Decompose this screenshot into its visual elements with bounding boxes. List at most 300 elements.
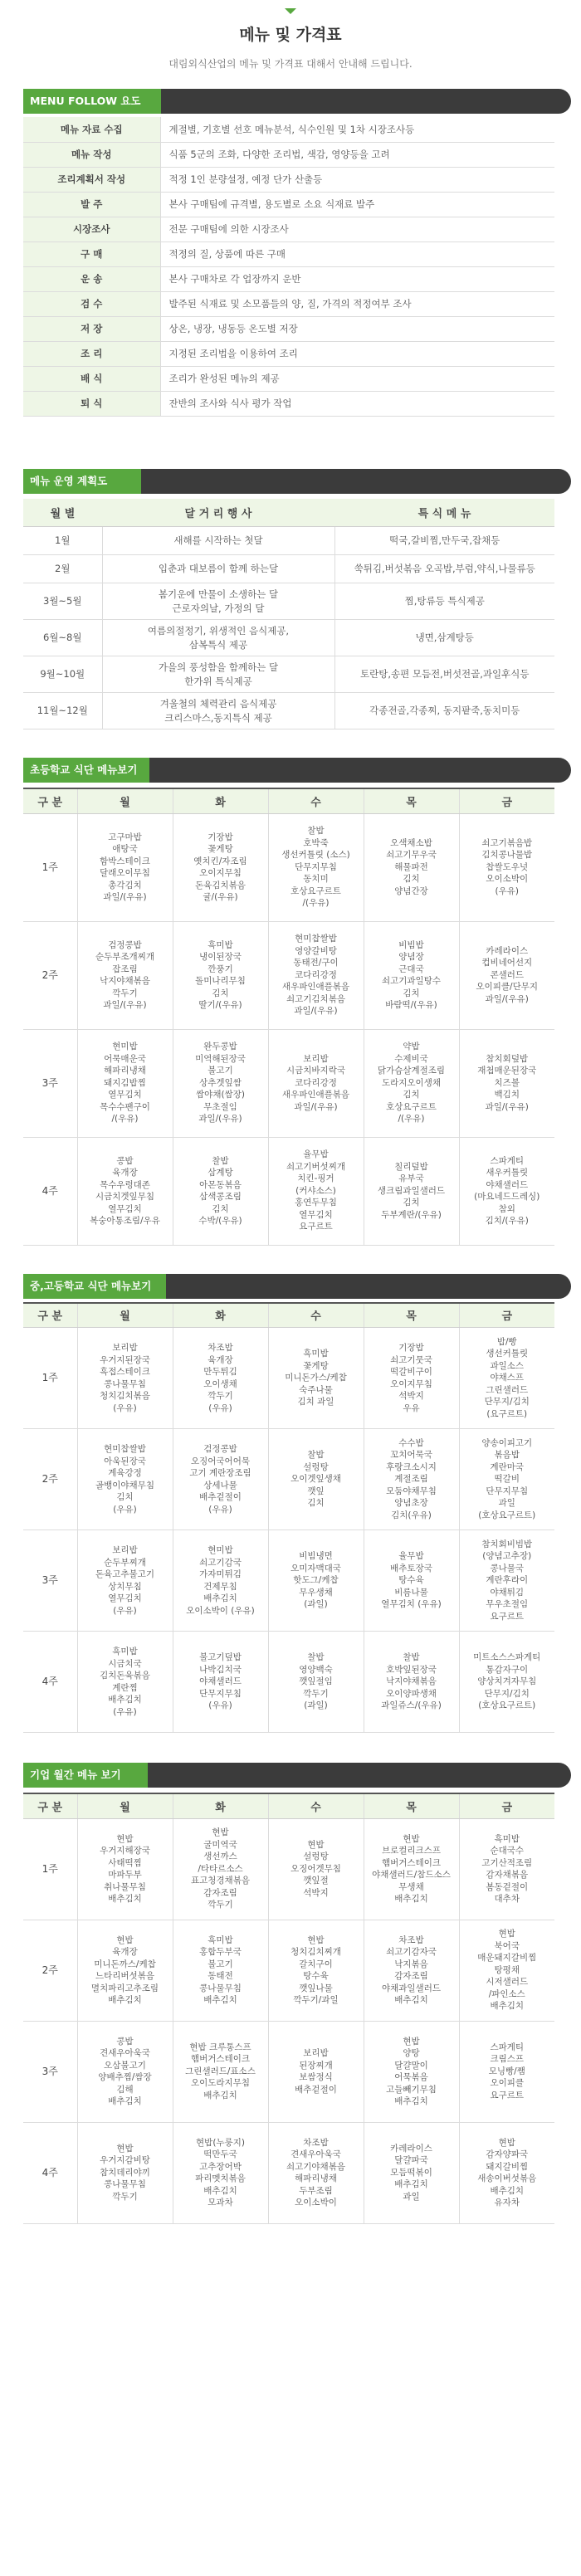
menu-item: 석박지 [398,1391,424,1401]
menu-item: 생크림과일샐러드 [377,1185,446,1196]
menu-item: 배추김치 [394,2179,428,2190]
menu-item: 낙지볶음 [394,1959,428,1969]
menu-cell [77,1137,173,1245]
plan-special: 찜,탕류등 특식제공 [334,583,554,620]
menu-item: 쇠고기감국 [199,1557,242,1568]
menu-item: 견새우아욱국 [100,2048,150,2058]
week-row [23,813,554,921]
plan-special: 떡국,갈비찜,만두국,잡채등 [334,527,554,555]
row-key: 배 식 [23,366,160,391]
menu-item: 총각김치 [108,880,142,890]
menu-item: 모듬떡볶이 [390,2167,432,2178]
section-bar-corporate [23,1763,571,1788]
menu-item: 사태떡찜 [108,1857,142,1868]
plan-month: 1월 [23,527,102,555]
week-label: 4주 [23,1137,77,1245]
menu-item: 옛치킨/자조림 [193,856,247,866]
menu-item: 배추김치 [394,1995,428,2005]
column-header: 금 [459,788,554,813]
menu-item: 깍두기 [112,988,138,998]
menu-item: 계란후라이 [486,1575,529,1586]
menu-item: 오이소박이 (우유) [186,1605,255,1616]
menu-cell [459,2021,554,2122]
menu-item: 배추김치 [108,1894,142,1904]
menu-item: 율무밥 [398,1551,424,1562]
menu-item: 오이도라지무침 [190,2078,250,2089]
menu-item: 상세나물 [203,1480,237,1490]
menu-item: 함박스테이크 [100,856,150,866]
menu-item: 단무지/김치 [484,1688,530,1699]
menu-item: 배추김치 [490,2185,525,2196]
plan-event-line: 새해를 시작하는 첫달 [173,534,263,546]
section-title: MENU FOLLOW 요도 [23,89,161,114]
menu-item: 단무지/김치 [484,1397,530,1408]
row-key: 메뉴 자료 수집 [23,117,160,142]
menu-item: 배추김치 [108,2096,142,2106]
menu-item: 설렁탕 [303,1461,329,1472]
menu-item: 불고기 [208,1066,233,1076]
menu-cell [459,1530,554,1632]
menu-cell [268,1632,364,1733]
menu-item: 떡갈비구이 [390,1367,432,1377]
menu-item: 찰밥 [403,1652,420,1663]
menu-follow-row [23,291,554,316]
menu-item: 과일/(우유) [103,892,147,902]
menu-item: 야채샐러드/참드소스 [372,1870,451,1880]
column-header: 수 [268,1793,364,1818]
menu-item: 흑미밥 [303,1349,329,1359]
menu-item: 근대국 [398,964,424,974]
menu-item: 콩나물무침 [104,1378,146,1389]
menu-item: 불고기덮밥 [199,1652,242,1663]
menu-item: 건제무침 [203,1581,237,1592]
menu-item: 영양백숙 [299,1664,333,1675]
menu-item: (우유) [208,1700,232,1711]
menu-item: 계육강정 [108,1468,142,1478]
menu-item: 김치 [307,1498,325,1509]
menu-item: 과일쥬스/(우유) [381,1700,442,1711]
column-header: 구 분 [23,1303,77,1328]
menu-item: 참치데리야끼 [100,2167,150,2178]
menu-item: 재첩매운된장국 [477,1066,537,1076]
menu-item: (우유) [113,1706,137,1717]
menu-item: 과일/(우유) [485,1101,529,1112]
menu-item: 감자조림 [394,1971,428,1981]
menu-item: (호상요구르트) [478,1700,536,1711]
menu-item: 나박김치국 [199,1664,242,1675]
menu-item: 찰밥 [307,1450,325,1461]
menu-item: 찰밥 [212,1155,229,1166]
menu-item: 오색채소밥 [390,837,432,848]
menu-item: 배추김치 [394,1894,428,1904]
menu-cell [364,1632,459,1733]
menu-item: 오이피클/단무지 [476,982,539,993]
menu-cell [77,2122,173,2223]
menu-item: 어묵매운국 [104,1053,146,1064]
plan-month: 9월~10월 [23,656,102,693]
plan-event [102,527,334,555]
week-label: 2주 [23,1920,77,2021]
menu-item: 과일 [403,2191,420,2202]
menu-follow-table [23,117,554,417]
menu-cell [459,1632,554,1733]
menu-item: 계절조림 [394,1474,428,1485]
menu-item: 탕수육 [398,1575,424,1586]
menu-item: 스파게티 [490,2042,525,2052]
menu-item: 콩나물국 [490,1563,525,1573]
menu-item: 깐풍기 [208,964,233,974]
menu-item: 가자미튀김 [199,1569,242,1579]
menu-item: 핫도그/케찹 [293,1575,339,1586]
menu-cell [459,813,554,921]
week-row [23,1920,554,2021]
menu-item: 배추김치 [108,1995,142,2005]
menu-cell [77,813,173,921]
menu-item: 견새우아욱국 [290,2149,341,2159]
menu-item: 김치 과일 [297,1397,334,1408]
week-label: 1주 [23,813,77,921]
menu-item: 육개장 [208,1354,233,1365]
plan-event-line: 근로자의날, 가정의 달 [172,602,265,614]
plan-event [102,620,334,656]
triangle-down-icon [285,8,296,14]
menu-item: 과일 [498,1498,515,1509]
plan-month: 3월~5월 [23,583,102,620]
section-title: 메뉴 운영 계획도 [23,469,141,494]
menu-item: 청치김치볶음 [100,1391,150,1401]
plan-special: 토란탕,송편 모듬전,버섯전골,과일후식등 [334,656,554,693]
menu-cell [459,1818,554,1920]
menu-item: 과일/(우유) [198,1114,242,1125]
section-title: 기업 월간 메뉴 보기 [23,1763,148,1788]
menu-item: 도라지오이생채 [381,1077,441,1088]
menu-item: 배추김치 [108,1695,142,1705]
menu-item: 동태전 [208,1971,233,1981]
menu-item: 청치김치찌개 [290,1947,341,1957]
menu-cell [268,1429,364,1530]
menu-item: 불고기 [208,1959,233,1969]
menu-item: 코다리강정 [295,1077,337,1088]
menu-item: 야채샐러드 [199,1676,242,1687]
menu-cell [173,921,268,1029]
menu-item: 생선까스 [203,1852,237,1862]
plan-special: 각종전골,각종찌, 동지팥죽,동치미등 [334,693,554,729]
week-label: 1주 [23,1328,77,1429]
column-header: 월 [77,788,173,813]
menu-item: 돈육고추불고기 [95,1569,154,1579]
column-header: 구 분 [23,1793,77,1818]
menu-item: 김치 [403,874,420,885]
column-header: 구 분 [23,788,77,813]
row-key: 발 주 [23,192,160,217]
menu-item: 콩나물무침 [104,2179,146,2190]
column-header: 목 [364,788,459,813]
column-header: 금 [459,1793,554,1818]
menu-item: 우유 [403,1403,420,1413]
menu-item: 참치회비빔밥 [481,1539,533,1549]
plan-special: 냉면,삼계탕등 [334,620,554,656]
plan-event-line: 여름의절정기, 위생적인 음식제공, [147,624,290,637]
menu-item: 매운돼지갈비찜 [477,1953,537,1964]
menu-item: 꽃게탕 [303,1360,329,1371]
menu-item: 쇠고기과일탕수 [381,976,441,986]
menu-item: 카레라이스 [486,945,529,956]
menu-cell [364,1818,459,1920]
menu-item: 흑미밥 [112,1647,138,1656]
menu-item: 양송이피고기 [481,1437,533,1448]
menu-item: 현밥 [116,1833,134,1844]
menu-item: 찹쌀도우넛 [486,861,529,872]
menu-item: 돌미나리무침 [195,976,246,986]
week-label: 2주 [23,1429,77,1530]
menu-item: 수박/(우유) [198,1216,242,1226]
menu-item: 딸기/(우유) [198,1000,242,1010]
menu-follow-row [23,366,554,391]
section-bar-menu-follow [23,89,571,114]
plan-row [23,583,554,620]
menu-item: 김해 [116,2084,134,2095]
page-subtitle: 대림외식산업의 메뉴 및 가격표 대해서 안내해 드립니다. [168,58,413,70]
menu-item: 콩나물무침 [199,1983,242,1993]
row-value: 전문 구매팀에 의한 시장조사 [160,217,554,242]
row-value: 발주된 식재료 및 소모품들의 양, 질, 가격의 적정여부 조사 [160,291,554,316]
menu-item: 낙지야채볶음 [100,976,150,986]
menu-cell [268,1818,364,1920]
plan-row [23,527,554,555]
menu-cell [459,2122,554,2223]
plan-event [102,555,334,583]
menu-item: /(우유) [398,1114,425,1125]
plan-event-line: 봄기운에 만물이 소생하는 달 [158,588,279,600]
menu-cell [173,1328,268,1429]
row-value: 잔반의 조사와 식사 평가 작업 [160,391,554,416]
menu-item: 보리밥 [303,2048,329,2058]
menu-item: 야채튀김 [490,1587,525,1598]
menu-cell [268,1920,364,2021]
menu-item: 영양갈비탕 [295,945,337,956]
menu-item: 깍두기 [112,2191,138,2202]
menu-item: 과일/(우유) [103,1000,147,1010]
menu-item: 과일/(우유) [485,993,529,1004]
menu-item: 차조밥 [303,2137,329,2148]
menu-item: 깻잎절임 [299,1676,333,1687]
menu-item: 야채과일샐러드 [381,1983,441,1993]
menu-item: 흑미밥 [494,1833,520,1844]
menu-item: 흑접스테이크 [100,1367,150,1377]
section-bar-middle-high [23,1274,571,1299]
menu-item: 닭가슴살계절조림 [377,1066,446,1076]
menu-item: 현밥 [403,1833,420,1844]
menu-item: 만두튀김 [203,1367,237,1377]
week-row [23,1429,554,1530]
menu-item: (우유) [113,1403,137,1413]
menu-item: 후랑크소시지 [386,1461,437,1472]
menu-item: 달걀파국 [394,2155,428,2166]
menu-item: 북어국 [494,1940,520,1951]
menu-item: 떡갈비 [494,1474,520,1485]
menu-item: 취나물무침 [104,1881,146,1892]
menu-item: 깻잎 [307,1486,325,1496]
menu-item: 현미찹쌀밥 [295,934,337,944]
menu-item: 쇠고기볶음밥 [481,837,533,848]
menu-item: 기장밥 [398,1343,424,1353]
menu-item: 보리밥 [112,1545,138,1555]
column-header: 수 [268,1303,364,1328]
menu-item: 계란마국 [490,1461,525,1472]
plan-month: 11월~12월 [23,693,102,729]
menu-item: 카레라이스 [390,2143,432,2154]
week-row [23,1328,554,1429]
menu-cell [459,1429,554,1530]
column-header: 목 [364,1793,459,1818]
menu-item: 현밥 크루통스프 [189,2042,251,2052]
menu-item: 탕평채 [494,1964,520,1975]
menu-item: 배추김치 [203,2090,237,2100]
plan-event [102,583,334,620]
menu-item: 쇠고기버섯찌개 [286,1161,345,1172]
menu-item: 율무밥 [303,1149,329,1160]
column-header: 화 [173,788,268,813]
menu-cell [77,2021,173,2122]
menu-item: 생선커틀릿 [486,1349,529,1359]
menu-cell [77,1530,173,1632]
menu-item: (커샤소스) [295,1185,336,1196]
menu-item: 깍두기/과일 [293,1995,339,2005]
menu-cell [77,1328,173,1429]
menu-item: 양념간장 [394,886,428,896]
menu-item: 배추김치 [490,2001,525,2012]
menu-item: 설렁탕 [303,1852,329,1862]
menu-item: 탕수육 [303,1971,329,1981]
menu-item: 햄버거스테이크 [190,2054,250,2065]
menu-item: 양배추찜/쌈장 [98,2072,152,2082]
menu-item: 두부조림 [299,2185,333,2196]
menu-item: 달래오이무침 [100,868,150,878]
menu-item: 미트소스스파게티 [473,1652,541,1663]
menu-item: 양념초장 [394,1498,428,1509]
menu-item: 비빔냉면 [299,1551,333,1562]
plan-event [102,693,334,729]
menu-item: 야채샐러드 [486,1179,529,1190]
menu-cell [268,2021,364,2122]
menu-item: 꼬치어묵국 [390,1450,432,1461]
section-title: 중,고등학교 식단 메뉴보기 [23,1274,166,1299]
column-header: 금 [459,1303,554,1328]
menu-item: 오이피클 [490,2078,525,2089]
menu-item: 무우초절임 [486,1599,529,1610]
menu-item: 바람떡/(우유) [385,1000,437,1010]
menu-item: 김치 [116,1492,134,1502]
menu-item: 통감자구이 [486,1664,529,1675]
menu-item: 모둠야채무침 [386,1486,437,1496]
plan-event-line: 한가위 특식제공 [184,675,252,687]
menu-item: 쇠고기감자국 [386,1947,437,1957]
menu-item: (양념고추장) [482,1551,532,1562]
menu-item: 수제비국 [394,1053,428,1064]
menu-item: 김치 [403,1198,420,1208]
menu-item: 현밥 [307,1839,325,1850]
menu-item: 과일/(우유) [294,1006,338,1017]
menu-item: 해물파전 [394,861,428,872]
menu-item: 새송이버섯볶음 [477,2174,537,2183]
menu-item: 차조밥 [208,1343,233,1353]
menu-item: 애탕국 [112,844,138,854]
menu-item: 햄버거스테이크 [381,1857,441,1868]
menu-item: 석박지 [303,1887,329,1898]
menu-cell [364,1137,459,1245]
menu-item: 찰밥 [307,1652,325,1663]
menu-item: 계란찜 [112,1682,138,1693]
menu-cell [364,2122,459,2223]
plan-event-line: 입춘과 대보름이 함께 하는달 [158,563,279,574]
menu-item: 현밥(누룽지) [196,2137,245,2148]
menu-item: 요구르트 [490,2090,525,2100]
week-row [23,1530,554,1632]
menu-item: 찰밥 [307,826,325,837]
row-value: 적정 1인 분량설정, 예정 단가 산출등 [160,167,554,192]
menu-item: 잡조림 [112,964,138,974]
menu-item: 대추차 [494,1894,520,1904]
menu-item: 무우생채 [299,1587,333,1598]
menu-cell [459,1137,554,1245]
menu-cell [268,921,364,1029]
menu-item: 그린샐러드/표소스 [185,2066,256,2076]
week-row [23,921,554,1029]
column-header: 수 [268,788,364,813]
column-header: 특 식 메 뉴 [334,499,554,527]
menu-item: 흑미밥 [208,1934,233,1945]
menu-item: 김치 [212,1203,229,1214]
menu-item: 김치 [212,988,229,998]
menu-item: 밥/빵 [496,1336,517,1347]
menu-item: 파리멧치볶음 [195,2174,246,2183]
plan-month: 2월 [23,555,102,583]
menu-item: 상치무침 [108,1581,142,1592]
menu-item: 새우파인애플볶음 [281,1090,350,1100]
menu-cell [459,1328,554,1429]
menu-item: (우유) [113,1605,137,1616]
menu-item: 검정콩밥 [108,939,142,950]
menu-item: 오이겟잎생채 [290,1474,341,1485]
menu-item: (마요네드드레싱) [474,1192,540,1202]
menu-cell [364,1920,459,2021]
menu-item: 감자조림 [203,1887,237,1898]
menu-item: 고추장어박 [199,2161,242,2172]
menu-item: 차조밥 [398,1934,424,1945]
menu-item: 콩밥 [116,2036,134,2047]
menu-cell [268,813,364,921]
section-bar-elementary [23,758,571,783]
page-title: 메뉴 및 가격표 [239,26,342,44]
column-header: 월 [77,1303,173,1328]
menu-item: 표고청경채볶음 [190,1876,250,1886]
menu-item: 기장밥 [208,832,233,842]
menu-item: 오이지무침 [199,868,242,878]
menu-item: 현미찹쌀밥 [104,1444,146,1454]
row-key: 저 장 [23,316,160,341]
menu-item: 마파두부 [108,1870,142,1880]
menu-item: 두부계란/(우유) [381,1209,442,1220]
menu-item: 순두부찌개 [104,1557,146,1568]
plan-event-line: 크리스마스,동지특식 제공 [164,711,272,724]
week-row [23,1137,554,1245]
menu-item: 김치/(우유) [485,1216,529,1226]
week-label: 3주 [23,1029,77,1137]
menu-item: 단무지무침 [486,1486,529,1496]
menu-item: 홍합두부국 [199,1947,242,1957]
column-header: 목 [364,1303,459,1328]
menu-item: 과일/(우유) [294,1101,338,1112]
